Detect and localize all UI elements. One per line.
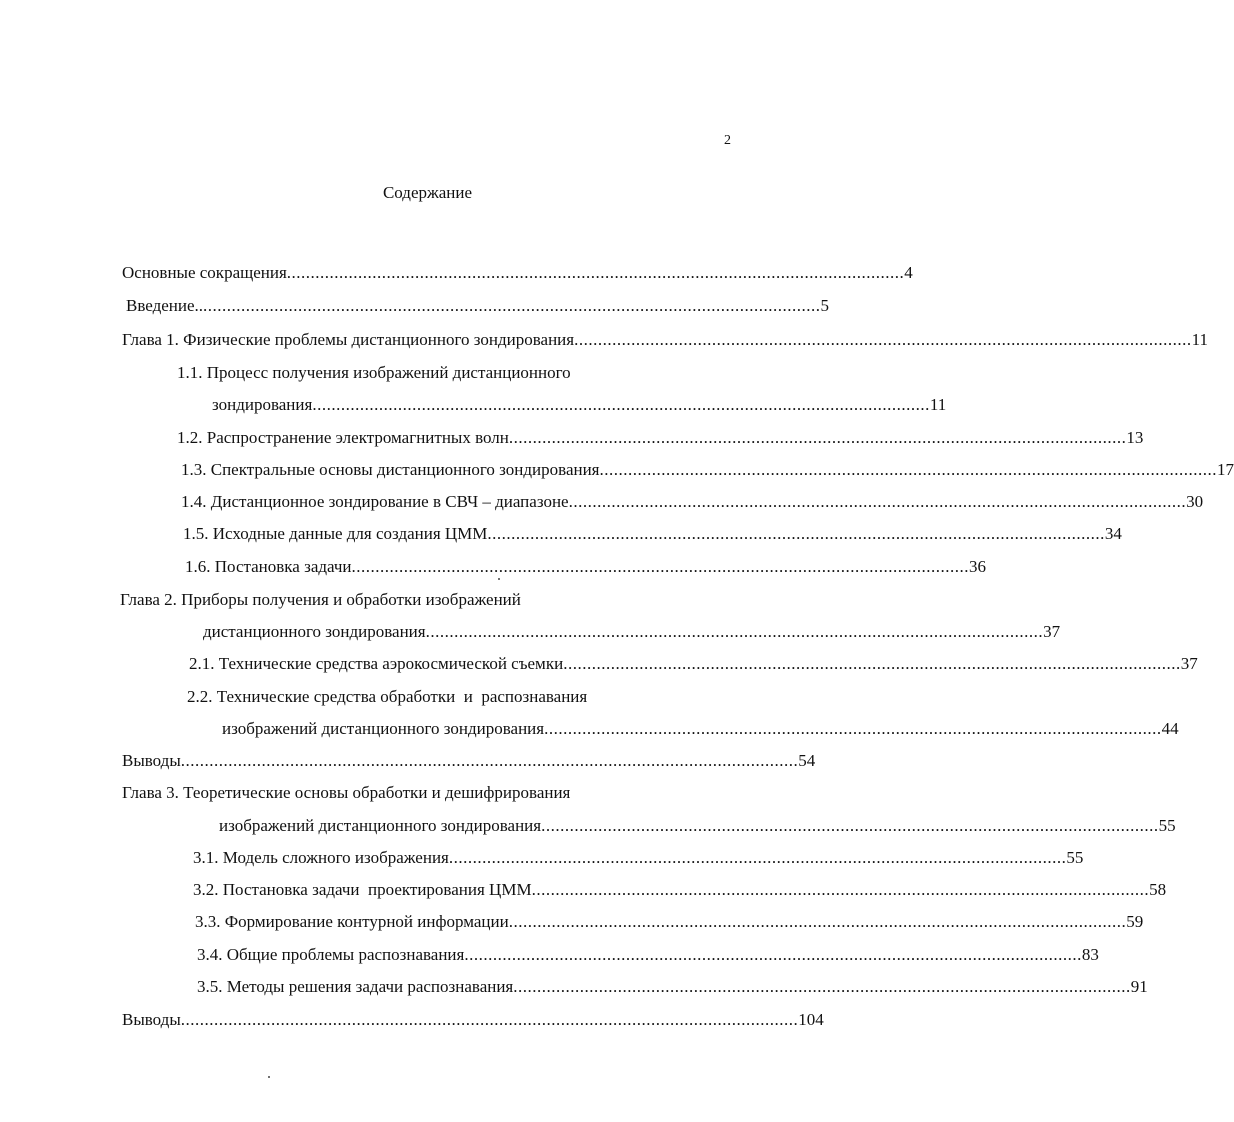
toc-entry-page: 44 <box>1161 719 1179 738</box>
toc-entry-page: 37 <box>1180 654 1198 673</box>
toc-dot-leader: .................................................................................................................................. <box>513 977 1131 996</box>
toc-entry-text: 3.5. Методы решения задачи распознавания <box>197 977 514 996</box>
toc-entry-text: изображений дистанционного зондирования <box>219 816 542 835</box>
toc-dot-leader: .................................................................................................................................. <box>508 912 1127 931</box>
toc-entry <box>126 296 830 316</box>
toc-entry <box>222 719 1179 739</box>
toc-entry <box>122 1010 824 1030</box>
toc-entry-page: 17 <box>1217 460 1234 479</box>
toc-entry-page: 54 <box>798 751 816 770</box>
toc-entry-page: 4 <box>904 263 913 282</box>
toc-entry <box>197 945 1099 965</box>
toc-entry <box>189 654 1198 674</box>
toc-entry-text: Выводы <box>122 751 181 770</box>
toc-dot-leader: .................................................................................................................................. <box>541 816 1159 835</box>
toc-entry-page: 36 <box>969 557 987 576</box>
toc-entry-page: 104 <box>798 1010 824 1029</box>
toc-entry-text: 3.3. Формирование контурной информации <box>195 912 509 931</box>
toc-entry <box>197 977 1148 997</box>
scan-speck <box>268 1076 270 1078</box>
toc-entry-page: 91 <box>1130 977 1148 996</box>
toc-entry: Глава 2. Приборы получения и обработки изображений <box>120 590 521 609</box>
toc-entry <box>185 557 987 577</box>
toc-entry-page: 34 <box>1104 524 1122 543</box>
toc-entry-page: 55 <box>1066 848 1084 867</box>
toc-entry-text: 1.3. Спектральные основы дистанционного зондирования <box>181 460 600 479</box>
toc-dot-leader: .................................................................................................................................. <box>312 395 930 414</box>
toc-dot-leader: .................................................................................................................................. <box>531 880 1150 899</box>
toc-entry-text: дистанционного зондирования <box>203 622 426 641</box>
toc-entry: Глава 3. Теоретические основы обработки и дешифрирования <box>122 783 571 802</box>
toc-entry-text: 1.6. Постановка задачи <box>185 557 352 576</box>
toc-entry <box>193 880 1167 900</box>
toc-dot-leader: .................................................................................................................................. <box>563 654 1181 673</box>
toc-dot-leader: .................................................................................................................................. <box>203 296 821 315</box>
toc-entry <box>177 428 1144 448</box>
toc-entry-text: 3.1. Модель сложного изображения <box>193 848 449 867</box>
toc-entry <box>193 848 1084 868</box>
page-number: 2 <box>724 133 731 148</box>
toc-entry <box>181 460 1234 480</box>
toc-entry-page: 83 <box>1081 945 1099 964</box>
toc-entry-page: 58 <box>1149 880 1167 899</box>
toc-entry-text: Основные сокращения <box>122 263 287 282</box>
toc-dot-leader: .................................................................................................................................. <box>448 848 1067 867</box>
toc-dot-leader: .................................................................................................................................. <box>180 1010 799 1029</box>
toc-dot-leader: .................................................................................................................................. <box>464 945 1082 964</box>
toc-entry-page: 5 <box>820 296 830 315</box>
toc-dot-leader: .................................................................................................................................. <box>180 751 799 770</box>
toc-entry <box>219 816 1176 836</box>
toc-entry-page: 37 <box>1043 622 1061 641</box>
toc-entry-text: 3.2. Постановка задачи проектирования ЦММ <box>193 880 532 899</box>
toc-entry: 2.2. Технические средства обработки и распознавания <box>187 687 588 706</box>
toc-entry-text: 1.4. Дистанционное зондирование в СВЧ – диапазоне <box>181 492 569 511</box>
toc-entry <box>212 395 947 415</box>
toc-dot-leader: .................................................................................................................................. <box>286 263 905 282</box>
toc-dot-leader: .................................................................................................................................. <box>599 460 1218 479</box>
toc-entry-text: 2.1. Технические средства аэрокосмической съемки <box>189 654 564 673</box>
toc-entry-text: изображений дистанционного зондирования <box>222 719 545 738</box>
toc-entry <box>181 492 1204 512</box>
toc-entry <box>195 912 1144 932</box>
scan-speck <box>498 578 500 580</box>
toc-dot-leader: .................................................................................................................................. <box>425 622 1044 641</box>
toc-entry-text: Глава 1. Физические проблемы дистанционного зондирования <box>122 330 575 349</box>
toc-entry <box>122 330 1208 350</box>
toc-entry-page: 55 <box>1158 816 1176 835</box>
toc-dot-leader: .................................................................................................................................. <box>544 719 1162 738</box>
toc-entry-text: 3.4. Общие проблемы распознавания <box>197 945 465 964</box>
toc-entry <box>122 263 913 283</box>
page-title: Содержание <box>382 183 473 202</box>
toc-entry-text: 1.5. Исходные данные для создания ЦММ <box>183 524 488 543</box>
toc-dot-leader: .................................................................................................................................. <box>574 330 1192 349</box>
toc-entry-page: 30 <box>1186 492 1204 511</box>
toc-entry-page: 11 <box>1191 330 1208 349</box>
toc-dot-leader: .................................................................................................................................. <box>487 524 1105 543</box>
toc-entry-text: 1.2. Распространение электромагнитных волн <box>177 428 509 447</box>
toc-entry: 1.1. Процесс получения изображений дистанционного <box>177 363 571 382</box>
toc-entry-page: 11 <box>929 395 947 414</box>
toc-dot-leader: .................................................................................................................................. <box>351 557 970 576</box>
toc-dot-leader: .................................................................................................................................. <box>508 428 1127 447</box>
toc-entry-text: Выводы <box>122 1010 181 1029</box>
toc-entry <box>203 622 1061 642</box>
toc-entry-page: 59 <box>1126 912 1144 931</box>
toc-dot-leader: .................................................................................................................................. <box>568 492 1187 511</box>
toc-entry-page: 13 <box>1126 428 1144 447</box>
toc-entry-text: Введение.. <box>126 296 204 315</box>
toc-entry <box>122 751 816 771</box>
toc-entry-text: зондирования <box>212 395 313 414</box>
toc-entry <box>183 524 1122 544</box>
